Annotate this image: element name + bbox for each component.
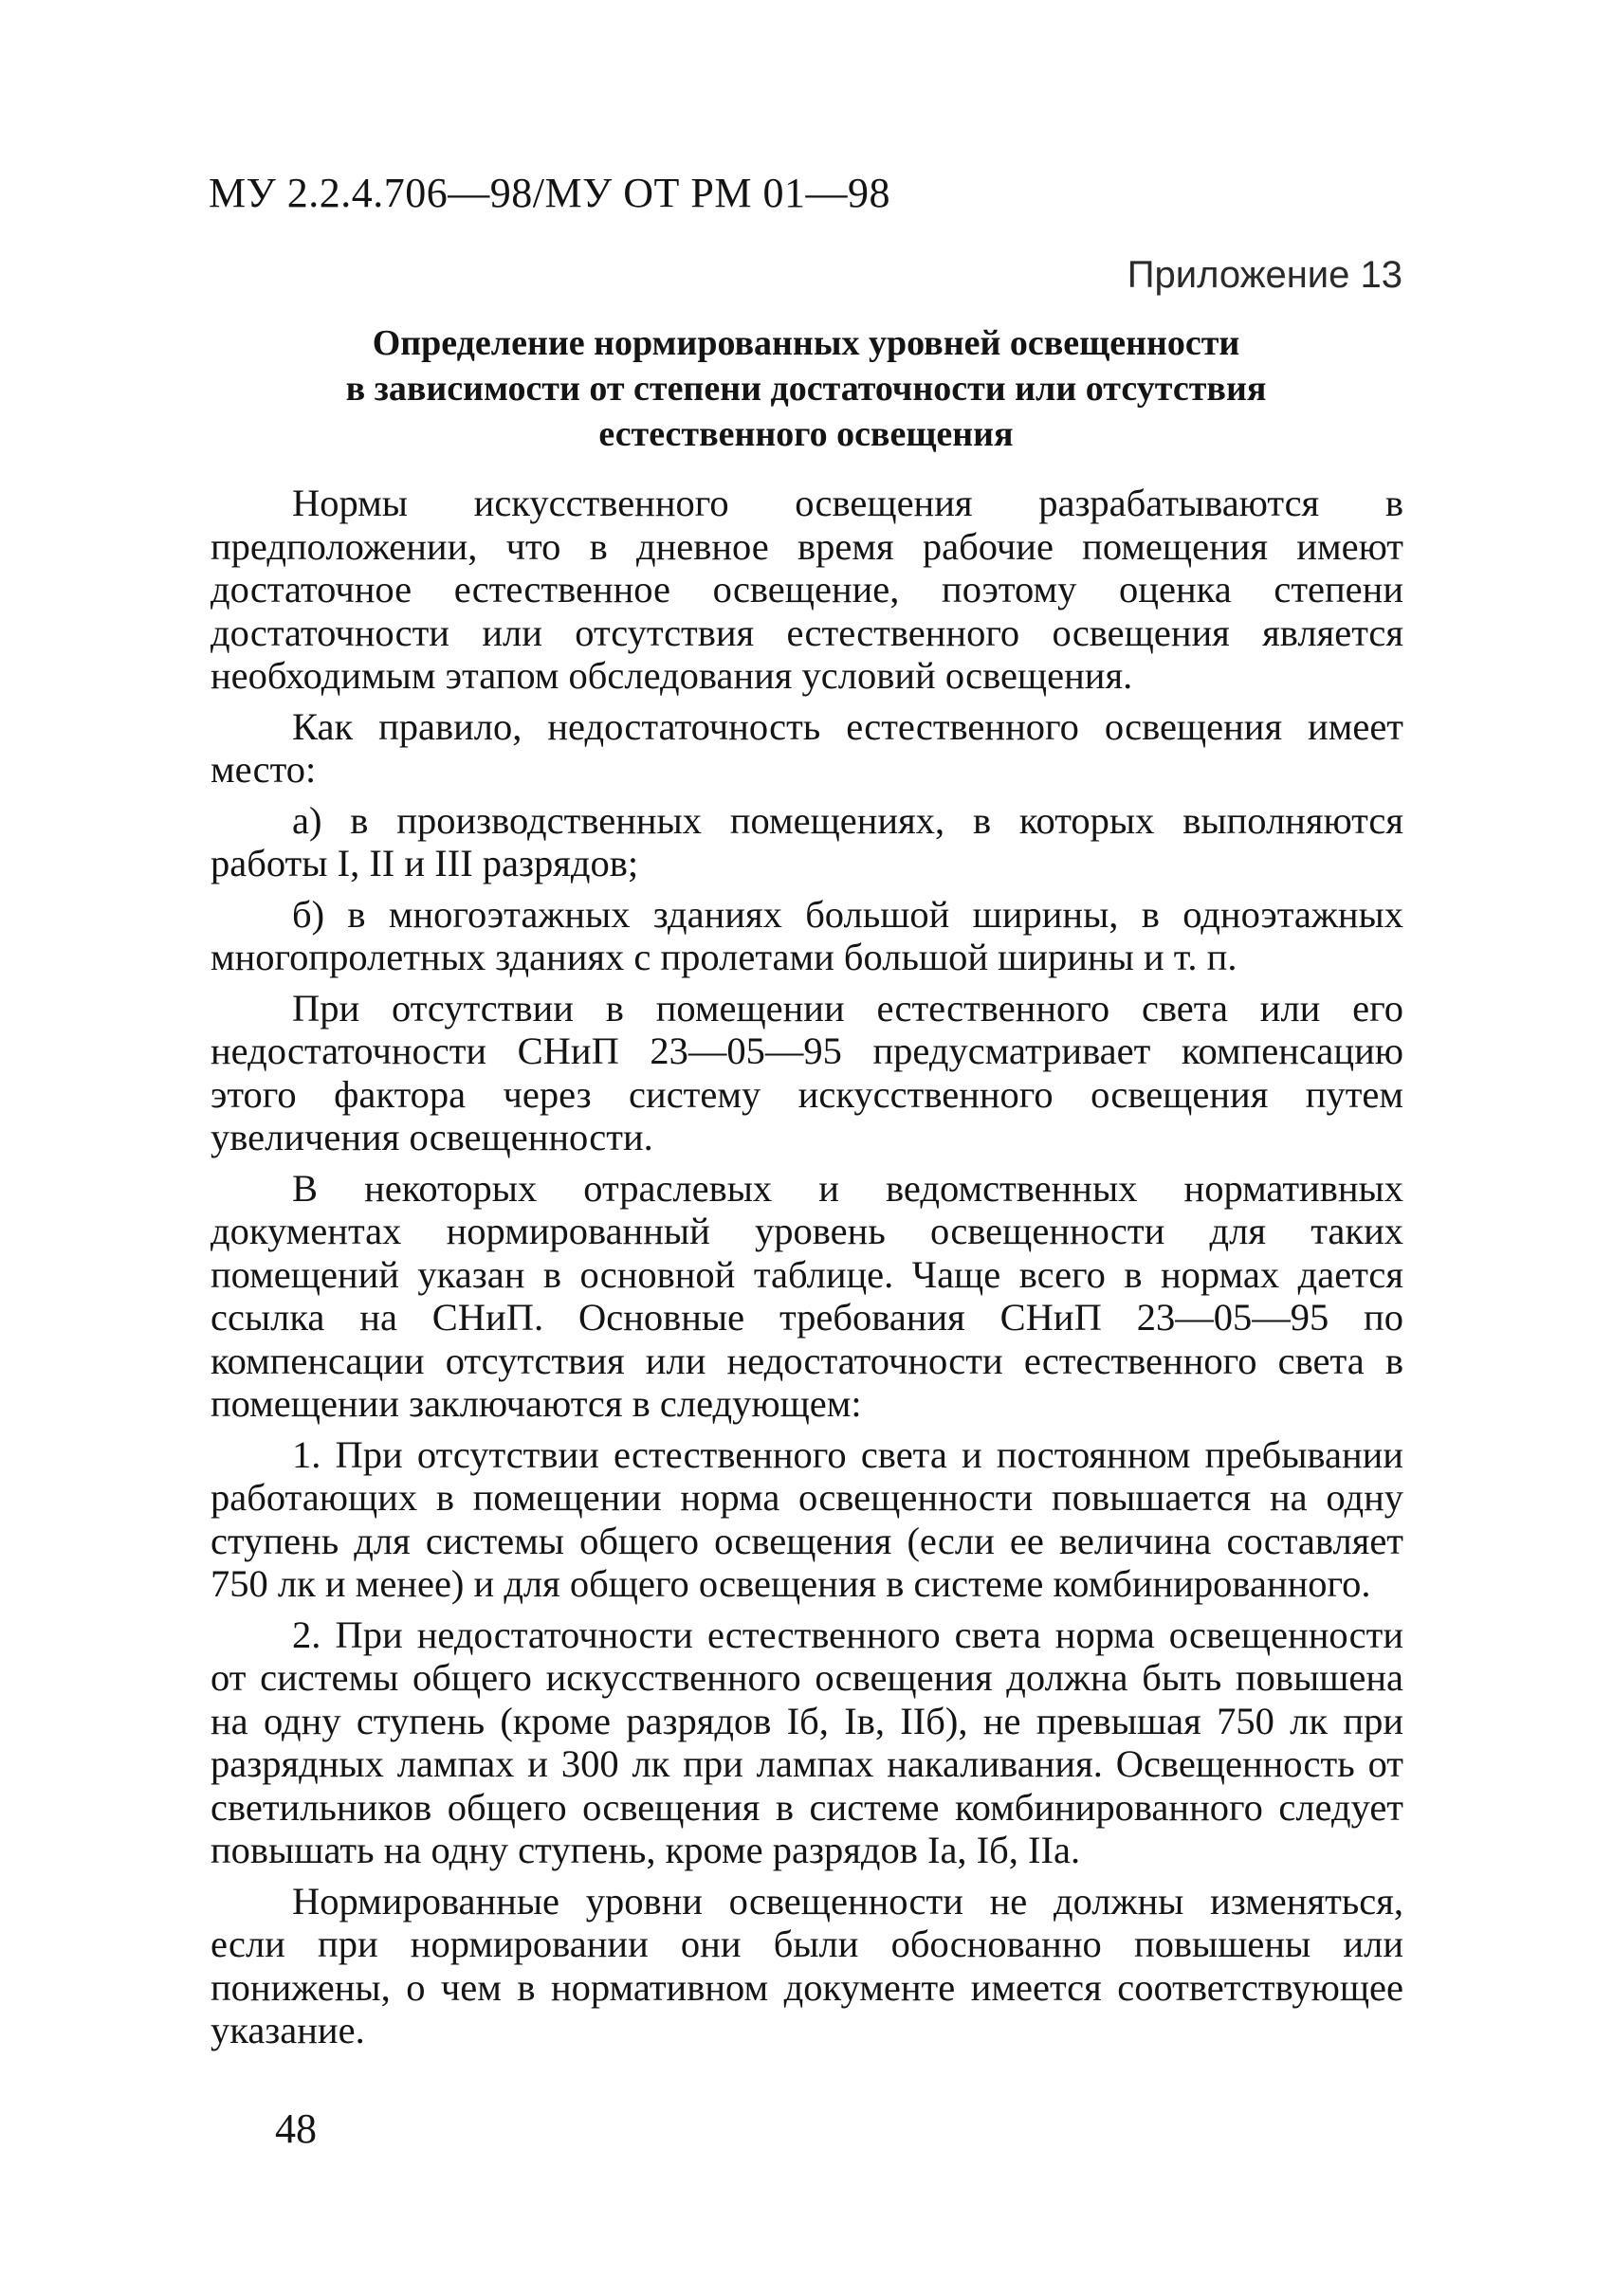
requirement-item-1: 1. При отсутствии естественного света и постоянном пребывании работающих в помещении норма освещенности повышается на одну ступень для системы общего освещения (если ее величина составляет 750 лк и менее) и для общего освещения в системе комбинированного. [211, 1432, 1403, 1605]
paragraph-intro: Нормы искусственного освещения разрабатываются в предположении, что в дневное время рабочие помещения имеют достаточное естественное освещение, поэтому оценка степени достаточности или отсутствия естественного освещения является необходимым этапом обследования условий освещения. [211, 482, 1403, 697]
section-title [284, 320, 1328, 457]
document-code-header: МУ 2.2.4.706—98/МУ ОТ РМ 01—98 [209, 170, 891, 216]
title-line-3: естественного освещения [598, 414, 1014, 454]
title-line-1: Определение нормированных уровней освещенности [372, 323, 1240, 363]
list-item-b: б) в многоэтажных зданиях большой ширины, в одноэтажных многопролетных зданиях с пролетами большой ширины и т. п. [211, 892, 1403, 978]
appendix-label: Приложение 13 [1127, 254, 1402, 296]
paragraph-conclusion: Нормированные уровни освещенности не должны изменяться, если при нормировании они были обоснованно повышены или понижены, о чем в нормативном документе имеется соответствующее указание. [211, 1879, 1403, 2051]
paragraph-insufficiency: Как правило, недостаточность естественного освещения имеет место: [211, 704, 1403, 791]
title-line-2: в зависимости от степени достаточности или отсутствия [345, 369, 1267, 409]
paragraph-compensation: При отсутствии в помещении естественного света или его недостаточности СНиП 23—05—95 предусматривает компенсацию этого фактора через систему искусственного освещения путем увеличения освещенности. [211, 986, 1403, 1158]
page-number: 48 [275, 2105, 317, 2152]
list-item-a: а) в производственных помещениях, в которых выполняются работы I, II и III разрядов; [211, 798, 1403, 884]
body-text [211, 482, 1403, 2060]
requirement-item-2: 2. При недостаточности естественного света норма освещенности от системы общего искусственного освещения должна быть повышена на одну ступень (кроме разрядов Iб, Iв, IIб), не превышая 750 лк при разрядных лампах и 300 лк при лампах накаливания. Освещенность от светильников общего освещения в системе комбинированного следует повышать на одну ступень, кроме разрядов Iа, Iб, IIа. [211, 1613, 1403, 1871]
paragraph-requirements: В некоторых отраслевых и ведомственных нормативных документах нормированный уровень освещенности для таких помещений указан в основной таблице. Чаще всего в нормах дается ссылка на СНиП. Основные требования СНиП 23—05—95 по компенсации отсутствия или недостаточности естественного света в помещении заключаются в следующем: [211, 1166, 1403, 1425]
